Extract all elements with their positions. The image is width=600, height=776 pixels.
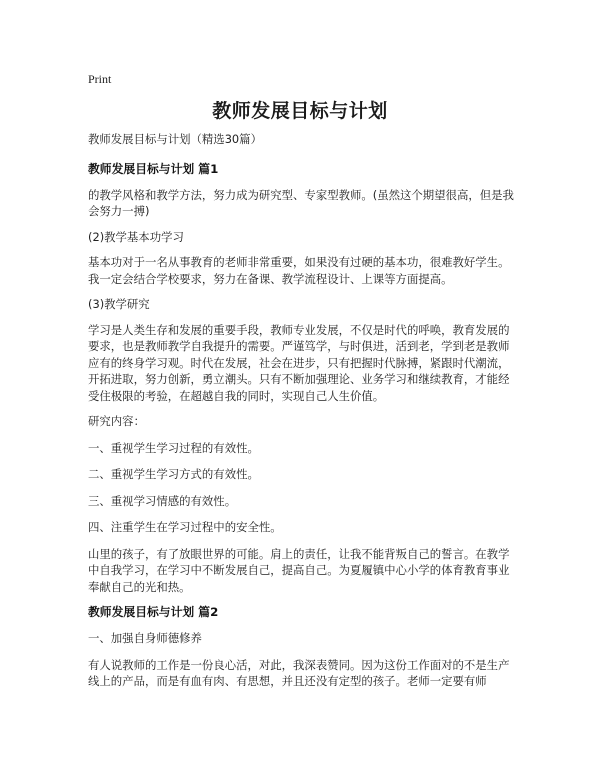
page-title: 教师发展目标与计划 — [212, 100, 388, 122]
paragraph: 基本功对于一名从事教育的老师非常重要，如果没有过硬的基本功，很难教好学生。我一定会结合学校要求，努力在备课、教学流程设计、上课等方面提高。 — [88, 255, 510, 286]
document-body — [88, 131, 518, 699]
paragraph: 的教学风格和教学方法，努力成为研究型、专家型教师。(虽然这个期望很高，但是我会努力一搏) — [88, 187, 514, 218]
paragraph: 山里的孩子，有了放眼世界的可能。肩上的责任，让我不能背叛自己的誓言。在教学中自我学习，在学习中不断发展自己，提高自己。为夏履镇中心小学的体育教育事业奉献自己的光和热。 — [88, 546, 510, 594]
document-subtitle: 教师发展目标与计划（精选30篇） — [88, 132, 262, 146]
paragraph-subheading: (2)教学基本功学习 — [88, 229, 184, 244]
list-item: 三、重视学习情感的有效性。 — [88, 493, 237, 508]
list-item: 一、重视学生学习过程的有效性。 — [88, 440, 259, 455]
print-link[interactable]: Print — [88, 72, 112, 86]
section-heading-1: 教师发展目标与计划 篇1 — [88, 161, 219, 176]
paragraph: 学习是人类生存和发展的重要手段，教师专业发展，不仅是时代的呼唤，教育发展的要求，也是教师教学自我提升的需要。严谨笃学，与时俱进，活到老，学到老是教师应有的终身学习观。时代在发展，社会在进步，只有把握时代脉搏，紧跟时代潮流，开拓进取，努力创新，勇立潮头。只有不断加强理论、业务学习和继续教育，才能经受住极限的考验，在超越自我的同时，实现自己人生价值。 — [88, 322, 510, 403]
section-heading-2: 教师发展目标与计划 篇2 — [88, 605, 219, 619]
paragraph-subheading: (3)教学研究 — [88, 297, 150, 311]
paragraph: 有人说教师的工作是一份良心活，对此，我深表赞同。因为这份工作面对的不是生产线上的产品，而是有血有肉、有思想，并且还没有定型的孩子。老师一定要有师 — [88, 657, 510, 688]
paragraph-subheading: 一、加强自身师德修养 — [88, 631, 202, 645]
list-item: 四、注重学生在学习过程中的安全性。 — [88, 520, 282, 534]
paragraph-label: 研究内容： — [88, 414, 145, 428]
list-item: 二、重视学生学习方式的有效性。 — [88, 467, 259, 481]
